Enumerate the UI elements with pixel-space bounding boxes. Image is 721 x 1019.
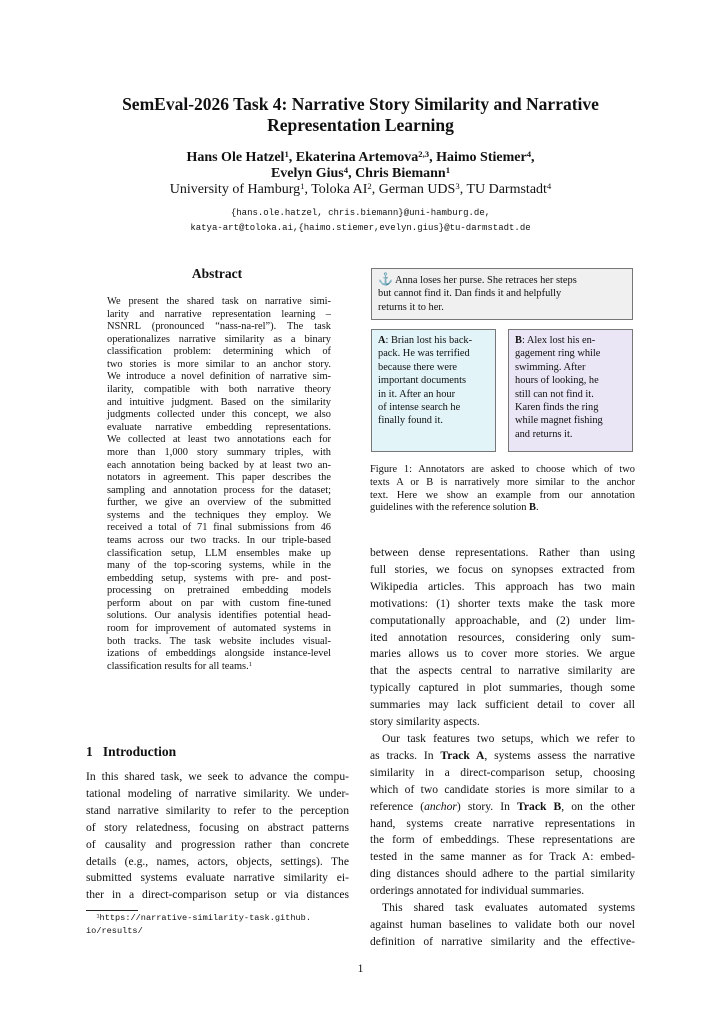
figure-caption: Figure 1: Annotators are asked to choose which of two texts A or B is narratively more similar to the anchor text. Here we show an example from our annotation guidelines with the reference solution B. — [370, 464, 635, 514]
figure-story-a: A: Brian lost his back- pack. He was terrified because there were important documents in it. After an hour of intense search he finally found it. — [371, 329, 496, 452]
page-number: 1 — [357, 963, 364, 975]
affiliations: University of Hamburg$^1$, Toloka $AI^2$, German UDS$^3$, TU Darmstadt$^4$ — [169, 181, 552, 197]
intro-paragraph-continued: between dense representations. Rather than using full stories, we focus on synopses extracted from Wikipedia articles. This approach has two main motivations: (1) shorter texts make the task more computationally approachable, and (2) under lim- ited annotation resources, considering only sum- maries allows us to cover more stories. We argue that the aspects central to narrative similarity are typically captured in plot summaries, though some summaries may lack sufficient detail to cover all story similarity aspects. Our task features two setups, which we refer to as tracks. In Track A, systems assess the narrative similarity in a direct-comparison setup, choosing which of two candidate stories is more similar to a reference (anchor) story. In Track B, on the other hand, systems create narrative representations in the form of embeddings. These representations are tested in the same manner as for Track A: embed- ding distances should adhere to the partial similarity orderings annotated for individual summaries. This shared task evaluates automated systems against human baselines to validate both our novel definition of narrative similarity and the effective- — [370, 546, 636, 948]
footnote-link-cont[interactable]: io/results/ — [86, 926, 143, 936]
section-heading: 1 Introduction — [86, 744, 177, 759]
author-name: Ekaterina Artemova — [295, 150, 419, 165]
author-name: Haimo Stiemer — [436, 150, 527, 165]
footnote-rule — [86, 910, 138, 911]
author-emails: {hans.ole.hatzel, chris.biemann}@uni-hamburg.de, katya-art@toloka.ai,{haimo.stiemer,evelyn.gius}@tu-darmstadt.de — [190, 208, 531, 233]
abstract-heading: Abstract — [191, 266, 243, 281]
footnote-mark[interactable]: 1 — [248, 660, 252, 668]
author-name: Evelyn Gius — [270, 166, 344, 181]
footnote: $^1$https://narrative-similarity-task.github. io/results/ — [86, 912, 349, 938]
paper-title: SemEval-2026 Task 4: Narrative Story Similarity and Narrative Representation Learning — [122, 94, 599, 135]
author-name: Chris Biemann — [355, 166, 446, 181]
figure-anchor-story: ⚓ Anna loses her purse. She retraces her steps but cannot find it. Dan finds it and helpfully returns it to her. — [371, 268, 633, 320]
anchor-icon: ⚓ — [378, 272, 393, 286]
abstract-body: We present the shared task on narrative simi- larity and narrative representation learning – NSNRL (pronounced “nass-na-rel”). The task operationalizes narrative similarity as a binary classification problem: determining which of two stories is more similar to an anchor story. We introduce a novel definition of narrative sim- ilarity, compatible with both narrative theory and intuitive judgment. Based on the similarity judgments collected under this concept, we also evaluate narrative embedding representations. We collected at least two annotations each for more than 1,000 story summary triples, with each annotation being backed by at least two an- notators in agreement. This paper describes the sampling and annotation process for the dataset; further, we give an overview of the submitted systems and the techniques they employ. We received a total of 71 final submissions from 46 teams across our two tracks. In our triple-based classification setup, LLM ensembles make up many of the top-scoring systems, while in the embedding setup, systems with pre- and post- processing on pretrained embedding models perform about on par with custom fine-tuned solutions. Our analysis identifies potential head- room for improvement of automated systems in both tracks. The task website includes visual- izations of embeddings alongside instance-level classification results for all teams.$^1$ — [107, 296, 331, 672]
footnote-link[interactable]: https://narrative-similarity-task.github. — [99, 913, 311, 923]
author-name: Hans Ole Hatzel — [186, 150, 285, 165]
intro-paragraph: In this shared task, we seek to advance the compu- tational modeling of narrative similarity. We under- stand narrative similarity to refer to the perception of story relatedness, focusing on abstract patterns of causality and progression rather than concrete details (e.g., names, actors, objects, settings). The submitted systems evaluate narrative similarity ei- ther in a direct-comparison setup or via distances — [86, 770, 349, 902]
author-list: Hans Ole Hatzel$^1$, Ekaterina Artemova$^{2,3}$, Haimo Stiemer$^4$, Evelyn Gius$^4$, Chris Biemann$^1$ — [186, 149, 535, 181]
figure-story-b: B: Alex lost his en- gagement ring while swimming. After hours of looking, he still can not find it. Karen finds the ring while magnet fishing and returns it. — [508, 329, 633, 452]
